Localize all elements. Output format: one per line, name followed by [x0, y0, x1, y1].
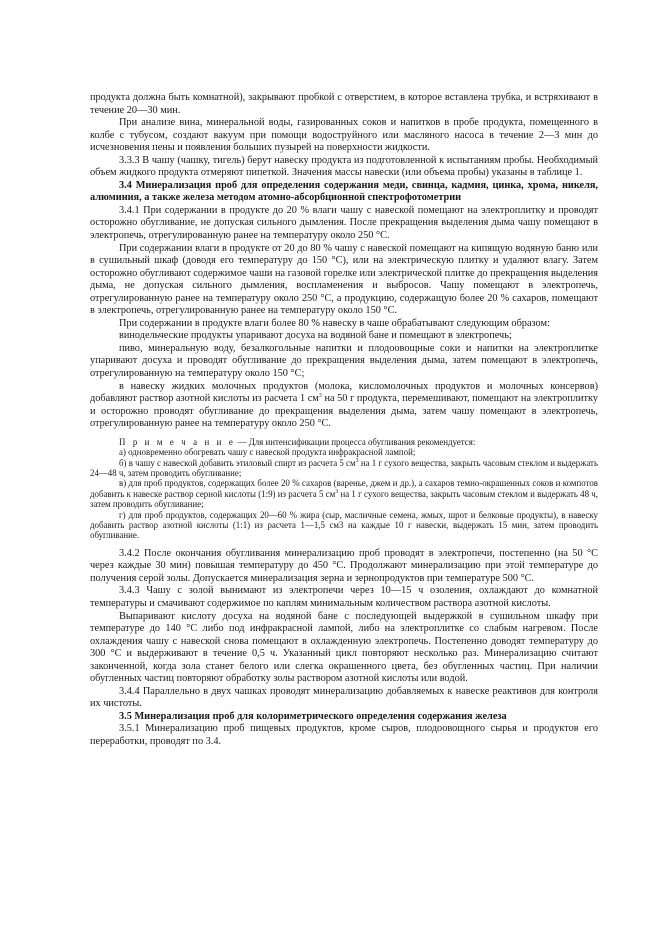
paragraph-moisture-20-80: При содержании влаги в продукте от 20 до 80 % чашу с навеской помещают на кипящую водяную баню или в сушильный шкаф (доводя его температуру до 150 °С), или на электрическую плитку и удаляют влагу. Затем осторожно обугливают содержимое чаши на газовой горелке или электрической плитке до прекращения выделения дыма, не допуская сильного дымления, воспламенения и выбросов. Чашу помещают в электропечь, отрегулированную ранее на температуру около 250 °С, а продукцию, содержащую более 20 % сахаров, помещают в электропечь, отрегулированную ранее на температуру около 150 °С. — [90, 242, 598, 317]
paragraph-3-4-4: 3.4.4 Параллельно в двух чашках проводят минерализацию добавляемых к навеске реактивов для контроля их чистоты. — [90, 685, 598, 710]
paragraph-wine-analysis: При анализе вина, минеральной воды, газированных соков и напитков в пробе продукта, помещенного в колбе с тубусом, создают вакуум при помощи водоструйного или масляного насоса в течение 2—3 мин до исчезновения пены и появления больших пузырей на поверхности жидкости. — [90, 117, 598, 154]
paragraph-3-4-2: 3.4.2 После окончания обугливания минерализацию проб проводят в электропечи, постепенно (на 50 °С через каждые 30 мин) повышая температуру до 450 °С. Продолжают минерализацию при этой температуре до получения серой золы. Допускается минерализация зерна и зернопродуктов при температуре 500 °С. — [90, 547, 598, 584]
paragraph-3-5-1: 3.5.1 Минерализацию проб пищевых продуктов, кроме сыров, плодоовощного сырья и продуктов его переработки, проводят по 3.4. — [90, 723, 598, 748]
paragraph-3-3-3: 3.3.3 В чашу (чашку, тигель) берут навеску продукта из подготовленной к испытаниям пробы. Необходимый объем жидкого продукта отмеряют пипеткой. Значения массы навески (или объема пробы) указаны в таблице 1. — [90, 154, 598, 179]
paragraph-moisture-over-80: При содержании в продукте влаги более 80 % навеску в чаше обрабатывают следующим образом: — [119, 317, 550, 329]
note-item-b: б) в чашу с навеской добавить этиловый спирт из расчета 5 $см^3$ на 1 г сухого вещества, закрыть часовым стеклом и выдержать 24—48 ч, затем проводить обугливание; — [90, 457, 598, 478]
note-item-d: г) для проб продуктов, содержащих 20—60 % жира (сыр, масличные семена, жмых, шрот и белковые продукты), в навеску добавить раствор азотной кислоты (1:1) из расчета 1—1,5 см3 на каждые 10 г навески, выдержать 15 мин, затем проводить обугливание. — [90, 509, 598, 541]
note-heading: П р и м е ч а н и е — Для интенсификации процесса обугливания рекомендуется: — [119, 436, 476, 447]
list-item-beer-juices: пиво, минеральную воду, безалкогольные напитки и плодоовощные соки и напитки на электроплитке упаривают досуха и проводят обугливание до прекращения выделения дыма, затем помещают в электропечь, отрегулированную на температуру около 150 °С; — [90, 342, 598, 380]
paragraph-continuation: продукта должна быть комнатной), закрывают пробкой с отверстием, в которое вставлена трубка, и встряхивают в течение 20—30 мин. — [90, 92, 598, 116]
paragraph-3-4-3: 3.4.3 Чашу с золой вынимают из электропечи через 10—15 ч озоления, охлаждают до комнатной температуры и смачивают содержимое по каплям минимальным количеством раствора азотной кислоты. — [90, 585, 598, 610]
list-item-dairy-products: в навеску жидких молочных продуктов (молока, кисломолочных продуктов и молочных консервов) добавляют раствор азотной кислоты из расчета 1 $см^3$ на 50 г продукта, перемешивают, помещают на электроплитку и осторожно проводят обугливание до прекращения выделения дыма, затем чашу помещают в электропечь, отрегулированную ранее на температуру около 250 °С. — [90, 380, 598, 430]
section-heading-3-5: 3.5 Минерализация проб для колориметрического определения содержания железа — [119, 710, 507, 722]
paragraph-3-4-1: 3.4.1 При содержании в продукте до 20 % влаги чашу с навеской помещают на электроплитку и проводят осторожно обугливание, не допуская сильного дымления. После прекращения выделения дыма чашу помещают в электропечь, отрегулированную ранее на температуру около 250 °С. — [90, 204, 598, 242]
section-heading-3-4: 3.4 Минерализация проб для определения содержания меди, свинца, кадмия, цинка, хрома, никеля, алюминия, а также железа методом атомно-абсорбционной спектрофотометрии — [90, 179, 598, 204]
document-page — [90, 92, 598, 749]
note-label: П р и м е ч а н и е — [119, 436, 236, 447]
paragraph-evaporation: Выпаривают кислоту досуха на водяной бане с последующей выдержкой в сушильном шкафу при температуре до 140 °С либо под инфракрасной лампой, либо на электроплитке со слабым нагревом. После охлаждения чашу с навеской снова помещают в охлажденную электропечь. Постепенно доводят температуру до 300 °С и выдерживают в течение 0,5 ч. Указанный цикл повторяют несколько раз. Минерализацию считают законченной, когда зола станет белого или слегка окрашенного цвета, без обугленных частиц. При наличии обугленных частиц повторяют обработку золы раствором азотной кислоты или водой. — [90, 610, 598, 685]
note-item-a: а) одновременно обогревать чашу с навеской продукта инфракрасной лампой; — [119, 447, 416, 458]
note-item-c: в) для проб продуктов, содержащих более 20 % сахаров (варенье, джем и др.), а сахаров темно-окрашенных соков и компотов добавить к навеске раствор серной кислоты (1:9) из расчета 5 $см^3$ на 1 г сухого вещества, закрыть часовым стеклом и выдержать 48 ч, затем проводить обугливание; — [90, 478, 598, 510]
list-item-wine-products: винодельческие продукты упаривают досуха на водяной бане и помещают в электропечь; — [119, 330, 512, 342]
